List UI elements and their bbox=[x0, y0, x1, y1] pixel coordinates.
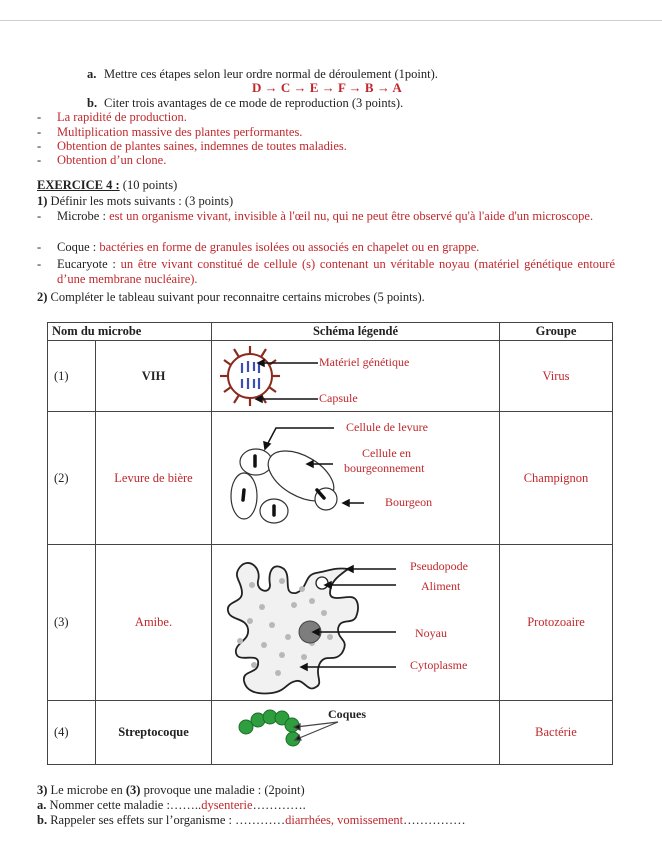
header-name: Nom du microbe bbox=[48, 323, 212, 341]
q3a-marker: a. bbox=[37, 798, 47, 812]
q3-ref: (3) bbox=[125, 783, 141, 797]
page-top-divider bbox=[0, 20, 662, 21]
microbe-group: Protozoaire bbox=[500, 545, 613, 701]
definition-coque bbox=[57, 240, 615, 255]
exercise-points: (10 points) bbox=[122, 178, 178, 192]
q3-text-pre: Le microbe en bbox=[50, 783, 126, 797]
schema-amoeba bbox=[212, 545, 500, 701]
row-number: (4) bbox=[48, 701, 96, 765]
question-3a bbox=[37, 798, 306, 812]
exercise-title: EXERCICE 4 : bbox=[37, 178, 120, 192]
microbe-name: Amibe. bbox=[96, 545, 212, 701]
bullet-dash: - bbox=[37, 153, 42, 167]
advantage-item: La rapidité de production. bbox=[57, 110, 187, 124]
question-3b bbox=[37, 813, 466, 827]
microbe-name: VIH bbox=[96, 341, 212, 412]
q3a-dots: …………. bbox=[252, 798, 306, 812]
row-number: (2) bbox=[48, 412, 96, 545]
exercise-heading bbox=[37, 178, 177, 192]
definition-term: Coque : bbox=[57, 240, 100, 254]
q3a-text: Nommer cette maladie :…….. bbox=[49, 798, 202, 812]
label-budding-cell-2: bourgeonnement bbox=[344, 461, 425, 475]
label-food: Aliment bbox=[421, 579, 461, 593]
question-3 bbox=[37, 783, 305, 797]
bullet-dash: - bbox=[37, 209, 42, 223]
q1-text: Définir les mots suivants : (3 points) bbox=[50, 194, 234, 208]
question-1 bbox=[37, 194, 233, 208]
definition-term: Eucaryote : bbox=[57, 257, 121, 271]
item-a-marker: a. bbox=[87, 67, 97, 81]
label-pseudopod: Pseudopode bbox=[410, 559, 468, 573]
q3-text-post: provoque une maladie : (2point) bbox=[140, 783, 305, 797]
q3b-answer: diarrhées, vomissement bbox=[285, 813, 404, 827]
q2-text: Compléter le tableau suivant pour reconnaitre certains microbes (5 points). bbox=[50, 290, 425, 304]
advantage-item: Multiplication massive des plantes performantes. bbox=[57, 125, 303, 139]
q3b-marker: b. bbox=[37, 813, 48, 827]
schema-streptococcus bbox=[212, 701, 500, 765]
item-b-text: Citer trois avantages de ce mode de reproduction (3 points). bbox=[104, 96, 404, 110]
item-a-text: Mettre ces étapes selon leur ordre normal de déroulement (1point). bbox=[104, 67, 438, 81]
advantage-item: Obtention d’un clone. bbox=[57, 153, 167, 167]
microbe-group: Virus bbox=[500, 341, 613, 412]
schema-vih bbox=[212, 341, 500, 412]
order-answer: D → C → E → F → B → A bbox=[252, 80, 402, 95]
table-row bbox=[48, 412, 613, 545]
bullet-dash: - bbox=[37, 110, 42, 124]
header-schema: Schéma légendé bbox=[212, 323, 500, 341]
row-number: (3) bbox=[48, 545, 96, 701]
definition-microbe bbox=[57, 209, 615, 224]
definition-text: bactéries en forme de granules isolées ou associés en chapelet ou en grappe. bbox=[99, 240, 480, 254]
schema-yeast bbox=[212, 412, 500, 545]
label-genetic-material: Matériel génétique bbox=[319, 355, 410, 369]
table-row bbox=[48, 545, 613, 701]
label-nucleus: Noyau bbox=[415, 626, 447, 640]
row-number: (1) bbox=[48, 341, 96, 412]
q3b-dots: …………… bbox=[403, 813, 466, 827]
q1-number: 1) bbox=[37, 194, 48, 208]
label-capsule: Capsule bbox=[319, 391, 358, 405]
definition-term: Microbe : bbox=[57, 209, 110, 223]
q2-number: 2) bbox=[37, 290, 48, 304]
table-row bbox=[48, 701, 613, 765]
table-row bbox=[48, 341, 613, 412]
header-group: Groupe bbox=[500, 323, 613, 341]
microbe-group: Bactérie bbox=[500, 701, 613, 765]
label-yeast-cell: Cellule de levure bbox=[346, 420, 428, 434]
bullet-dash: - bbox=[37, 125, 42, 139]
question-2 bbox=[37, 290, 425, 304]
item-b-marker: b. bbox=[87, 96, 98, 110]
q3b-text: Rappeler ses effets sur l’organisme : ………… bbox=[50, 813, 286, 827]
bullet-dash: - bbox=[37, 139, 42, 153]
label-cytoplasm: Cytoplasme bbox=[410, 658, 468, 672]
microbe-name: Streptocoque bbox=[96, 701, 212, 765]
q3a-answer: dysenterie bbox=[201, 798, 253, 812]
advantage-item: Obtention de plantes saines, indemnes de toutes maladies. bbox=[57, 139, 347, 153]
definition-eucaryote bbox=[57, 257, 615, 286]
label-bud: Bourgeon bbox=[385, 495, 433, 509]
definition-text: est un organisme vivant, invisible à l'œil nu, qui ne peut être observé qu'à l'aide d'un microscope. bbox=[109, 209, 594, 223]
label-budding-cell-1: Cellule en bbox=[362, 446, 411, 460]
bullet-dash: - bbox=[37, 240, 42, 254]
microbe-name: Levure de bière bbox=[96, 412, 212, 545]
label-cocci: Coques bbox=[328, 707, 367, 721]
microbes-table bbox=[47, 322, 613, 765]
bullet-dash: - bbox=[37, 257, 42, 271]
q3-number: 3) bbox=[37, 783, 48, 797]
definition-text: un être vivant constitué de cellule (s) contenant un véritable noyau (matériel génétique entouré d’une membrane nucléaire). bbox=[57, 257, 616, 286]
microbe-group: Champignon bbox=[500, 412, 613, 545]
table-header-row bbox=[48, 323, 613, 341]
